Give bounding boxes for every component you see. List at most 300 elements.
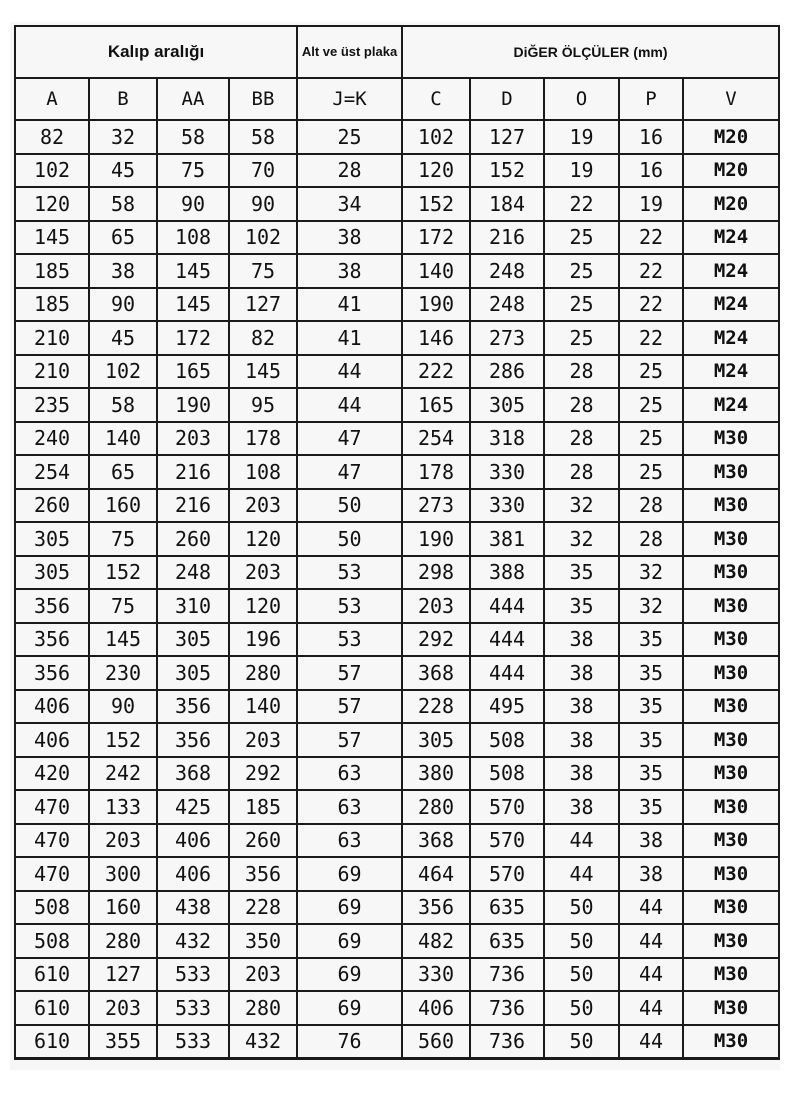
cell-c: 298 [402,556,470,590]
cell-d: 216 [470,221,544,255]
cell-d: 286 [470,355,544,389]
cell-a: 260 [15,489,89,523]
cell-p: 19 [619,187,683,221]
cell-bb: 350 [229,924,297,958]
cell-aa: 58 [157,120,229,154]
cell-b: 90 [89,288,157,322]
cell-v: M30 [683,522,779,556]
table-row [15,522,779,556]
cell-d: 444 [470,623,544,657]
cell-o: 28 [544,455,619,489]
cell-a: 470 [15,824,89,858]
cell-p: 44 [619,958,683,992]
cell-p: 44 [619,1025,683,1059]
cell-jk: 38 [297,221,402,255]
cell-d: 635 [470,891,544,925]
cell-v: M24 [683,321,779,355]
cell-d: 508 [470,757,544,791]
cell-aa: 533 [157,1025,229,1059]
cell-v: M24 [683,388,779,422]
cell-a: 610 [15,958,89,992]
cell-v: M30 [683,857,779,891]
table-row [15,422,779,456]
cell-bb: 145 [229,355,297,389]
cell-bb: 90 [229,187,297,221]
cell-jk: 63 [297,757,402,791]
cell-v: M20 [683,154,779,188]
cell-jk: 57 [297,690,402,724]
cell-jk: 69 [297,857,402,891]
cell-p: 44 [619,924,683,958]
column-header-v: V [683,78,779,120]
table-row [15,288,779,322]
cell-aa: 310 [157,589,229,623]
cell-d: 381 [470,522,544,556]
cell-a: 185 [15,288,89,322]
cell-d: 330 [470,489,544,523]
cell-o: 50 [544,891,619,925]
cell-a: 356 [15,656,89,690]
cell-b: 152 [89,723,157,757]
cell-v: M30 [683,690,779,724]
cell-c: 280 [402,790,470,824]
cell-d: 273 [470,321,544,355]
cell-p: 22 [619,288,683,322]
cell-jk: 50 [297,522,402,556]
cell-v: M30 [683,589,779,623]
cell-b: 75 [89,522,157,556]
cell-d: 152 [470,154,544,188]
cell-bb: 120 [229,589,297,623]
cell-bb: 58 [229,120,297,154]
cell-c: 380 [402,757,470,791]
cell-aa: 248 [157,556,229,590]
cell-p: 32 [619,556,683,590]
cell-b: 300 [89,857,157,891]
cell-d: 388 [470,556,544,590]
cell-d: 330 [470,455,544,489]
cell-o: 32 [544,522,619,556]
cell-a: 508 [15,924,89,958]
cell-bb: 82 [229,321,297,355]
group-header-mold-gap: Kalıp aralığı [15,26,297,78]
cell-b: 355 [89,1025,157,1059]
cell-aa: 172 [157,321,229,355]
cell-aa: 533 [157,958,229,992]
cell-b: 65 [89,455,157,489]
cell-jk: 63 [297,790,402,824]
cell-o: 19 [544,120,619,154]
cell-a: 356 [15,623,89,657]
cell-v: M30 [683,656,779,690]
cell-a: 508 [15,891,89,925]
cell-v: M30 [683,757,779,791]
cell-v: M30 [683,924,779,958]
table-row [15,656,779,690]
cell-c: 464 [402,857,470,891]
cell-a: 470 [15,790,89,824]
cell-p: 25 [619,422,683,456]
cell-d: 508 [470,723,544,757]
cell-c: 203 [402,589,470,623]
cell-p: 44 [619,991,683,1025]
cell-bb: 203 [229,556,297,590]
cell-v: M30 [683,790,779,824]
cell-a: 406 [15,690,89,724]
cell-b: 203 [89,824,157,858]
cell-aa: 432 [157,924,229,958]
cell-c: 172 [402,221,470,255]
cell-jk: 53 [297,556,402,590]
group-header-row [15,26,779,78]
cell-d: 495 [470,690,544,724]
cell-bb: 203 [229,489,297,523]
cell-d: 127 [470,120,544,154]
cell-aa: 190 [157,388,229,422]
cell-bb: 75 [229,254,297,288]
cell-p: 25 [619,355,683,389]
table-row [15,187,779,221]
cell-jk: 25 [297,120,402,154]
cell-v: M24 [683,254,779,288]
cell-bb: 140 [229,690,297,724]
table-row [15,120,779,154]
cell-a: 240 [15,422,89,456]
cell-c: 254 [402,422,470,456]
cell-o: 35 [544,589,619,623]
cell-p: 28 [619,522,683,556]
table-row [15,991,779,1025]
cell-o: 44 [544,824,619,858]
cell-c: 120 [402,154,470,188]
cell-b: 160 [89,891,157,925]
cell-a: 610 [15,1025,89,1059]
cell-aa: 216 [157,489,229,523]
cell-aa: 425 [157,790,229,824]
cell-b: 133 [89,790,157,824]
group-header-other-dimensions: DiĞER ÖLÇÜLER (mm) [402,26,779,78]
cell-p: 35 [619,757,683,791]
cell-p: 38 [619,857,683,891]
cell-v: M30 [683,958,779,992]
cell-o: 38 [544,656,619,690]
column-header-a: A [15,78,89,120]
cell-b: 38 [89,254,157,288]
table-row [15,221,779,255]
table-row [15,321,779,355]
cell-b: 242 [89,757,157,791]
cell-v: M20 [683,120,779,154]
cell-a: 82 [15,120,89,154]
table-row [15,1025,779,1059]
cell-b: 203 [89,991,157,1025]
cell-aa: 165 [157,355,229,389]
cell-b: 127 [89,958,157,992]
table-row [15,690,779,724]
cell-d: 248 [470,288,544,322]
cell-o: 50 [544,1025,619,1059]
cell-d: 570 [470,857,544,891]
cell-aa: 216 [157,455,229,489]
cell-o: 25 [544,321,619,355]
table-row [15,254,779,288]
cell-d: 570 [470,790,544,824]
table-row [15,924,779,958]
dimension-table [14,25,780,1060]
cell-v: M30 [683,489,779,523]
cell-c: 292 [402,623,470,657]
cell-p: 38 [619,824,683,858]
cell-a: 420 [15,757,89,791]
table-row [15,723,779,757]
cell-p: 44 [619,891,683,925]
cell-c: 560 [402,1025,470,1059]
cell-jk: 53 [297,623,402,657]
cell-bb: 185 [229,790,297,824]
cell-v: M30 [683,623,779,657]
cell-bb: 260 [229,824,297,858]
cell-c: 368 [402,824,470,858]
cell-b: 58 [89,388,157,422]
cell-a: 254 [15,455,89,489]
table-row [15,455,779,489]
table-row [15,154,779,188]
column-header-b: B [89,78,157,120]
cell-v: M24 [683,355,779,389]
cell-c: 140 [402,254,470,288]
cell-v: M30 [683,891,779,925]
cell-o: 19 [544,154,619,188]
cell-a: 210 [15,355,89,389]
cell-b: 140 [89,422,157,456]
column-header-c: C [402,78,470,120]
cell-b: 90 [89,690,157,724]
cell-b: 230 [89,656,157,690]
cell-aa: 356 [157,690,229,724]
cell-o: 25 [544,221,619,255]
cell-b: 45 [89,154,157,188]
table-row [15,958,779,992]
cell-p: 22 [619,254,683,288]
cell-a: 185 [15,254,89,288]
cell-aa: 108 [157,221,229,255]
cell-aa: 368 [157,757,229,791]
cell-aa: 406 [157,824,229,858]
cell-o: 38 [544,623,619,657]
cell-bb: 292 [229,757,297,791]
column-header-d: D [470,78,544,120]
cell-p: 35 [619,790,683,824]
cell-jk: 38 [297,254,402,288]
cell-c: 482 [402,924,470,958]
cell-o: 38 [544,757,619,791]
cell-o: 25 [544,254,619,288]
cell-d: 305 [470,388,544,422]
cell-d: 444 [470,656,544,690]
cell-bb: 356 [229,857,297,891]
cell-jk: 53 [297,589,402,623]
cell-d: 248 [470,254,544,288]
cell-o: 44 [544,857,619,891]
cell-bb: 108 [229,455,297,489]
cell-jk: 41 [297,321,402,355]
cell-jk: 69 [297,958,402,992]
cell-v: M30 [683,991,779,1025]
cell-jk: 69 [297,891,402,925]
cell-a: 305 [15,556,89,590]
cell-a: 610 [15,991,89,1025]
cell-a: 356 [15,589,89,623]
cell-a: 210 [15,321,89,355]
cell-bb: 196 [229,623,297,657]
cell-b: 145 [89,623,157,657]
cell-jk: 69 [297,991,402,1025]
cell-o: 38 [544,790,619,824]
column-header-o: O [544,78,619,120]
cell-b: 280 [89,924,157,958]
cell-v: M30 [683,556,779,590]
cell-v: M30 [683,455,779,489]
cell-p: 25 [619,455,683,489]
cell-aa: 305 [157,623,229,657]
table-row [15,857,779,891]
cell-c: 222 [402,355,470,389]
cell-aa: 90 [157,187,229,221]
cell-bb: 102 [229,221,297,255]
cell-v: M30 [683,723,779,757]
cell-jk: 57 [297,723,402,757]
cell-c: 305 [402,723,470,757]
cell-a: 406 [15,723,89,757]
cell-aa: 305 [157,656,229,690]
cell-jk: 57 [297,656,402,690]
table-row [15,824,779,858]
cell-p: 28 [619,489,683,523]
cell-aa: 356 [157,723,229,757]
cell-aa: 438 [157,891,229,925]
cell-c: 165 [402,388,470,422]
cell-d: 736 [470,1025,544,1059]
cell-aa: 260 [157,522,229,556]
cell-bb: 280 [229,991,297,1025]
cell-b: 152 [89,556,157,590]
cell-jk: 28 [297,154,402,188]
cell-aa: 145 [157,288,229,322]
cell-o: 25 [544,288,619,322]
cell-d: 736 [470,958,544,992]
table-row [15,355,779,389]
cell-d: 635 [470,924,544,958]
cell-o: 50 [544,958,619,992]
cell-d: 318 [470,422,544,456]
cell-a: 235 [15,388,89,422]
cell-p: 35 [619,690,683,724]
table-row [15,489,779,523]
cell-o: 32 [544,489,619,523]
cell-bb: 127 [229,288,297,322]
cell-v: M24 [683,221,779,255]
cell-c: 356 [402,891,470,925]
cell-jk: 76 [297,1025,402,1059]
cell-c: 273 [402,489,470,523]
table-body [15,120,779,1059]
cell-bb: 95 [229,388,297,422]
cell-jk: 34 [297,187,402,221]
cell-o: 28 [544,355,619,389]
cell-jk: 63 [297,824,402,858]
cell-aa: 203 [157,422,229,456]
column-header-row [15,78,779,120]
column-header-jk: J=K [297,78,402,120]
cell-jk: 41 [297,288,402,322]
cell-c: 178 [402,455,470,489]
cell-p: 25 [619,388,683,422]
cell-b: 45 [89,321,157,355]
cell-c: 330 [402,958,470,992]
cell-o: 38 [544,723,619,757]
table-row [15,623,779,657]
cell-p: 22 [619,221,683,255]
cell-a: 470 [15,857,89,891]
cell-v: M20 [683,187,779,221]
cell-jk: 44 [297,388,402,422]
cell-p: 22 [619,321,683,355]
cell-p: 35 [619,723,683,757]
cell-a: 145 [15,221,89,255]
cell-p: 16 [619,120,683,154]
cell-bb: 178 [229,422,297,456]
cell-a: 305 [15,522,89,556]
cell-v: M24 [683,288,779,322]
cell-o: 50 [544,991,619,1025]
cell-bb: 203 [229,958,297,992]
cell-bb: 203 [229,723,297,757]
cell-d: 736 [470,991,544,1025]
cell-b: 75 [89,589,157,623]
table-row [15,790,779,824]
cell-c: 368 [402,656,470,690]
cell-jk: 47 [297,455,402,489]
cell-v: M30 [683,1025,779,1059]
cell-p: 16 [619,154,683,188]
cell-b: 32 [89,120,157,154]
table-row [15,556,779,590]
table-row [15,891,779,925]
cell-jk: 69 [297,924,402,958]
cell-d: 444 [470,589,544,623]
column-header-p: P [619,78,683,120]
cell-c: 406 [402,991,470,1025]
cell-b: 102 [89,355,157,389]
cell-aa: 533 [157,991,229,1025]
cell-b: 58 [89,187,157,221]
cell-aa: 75 [157,154,229,188]
cell-bb: 70 [229,154,297,188]
cell-p: 35 [619,623,683,657]
cell-bb: 228 [229,891,297,925]
cell-o: 35 [544,556,619,590]
cell-bb: 432 [229,1025,297,1059]
cell-p: 35 [619,656,683,690]
cell-c: 190 [402,288,470,322]
cell-v: M30 [683,824,779,858]
cell-c: 228 [402,690,470,724]
cell-a: 120 [15,187,89,221]
cell-v: M30 [683,422,779,456]
cell-c: 190 [402,522,470,556]
cell-o: 28 [544,388,619,422]
cell-b: 65 [89,221,157,255]
